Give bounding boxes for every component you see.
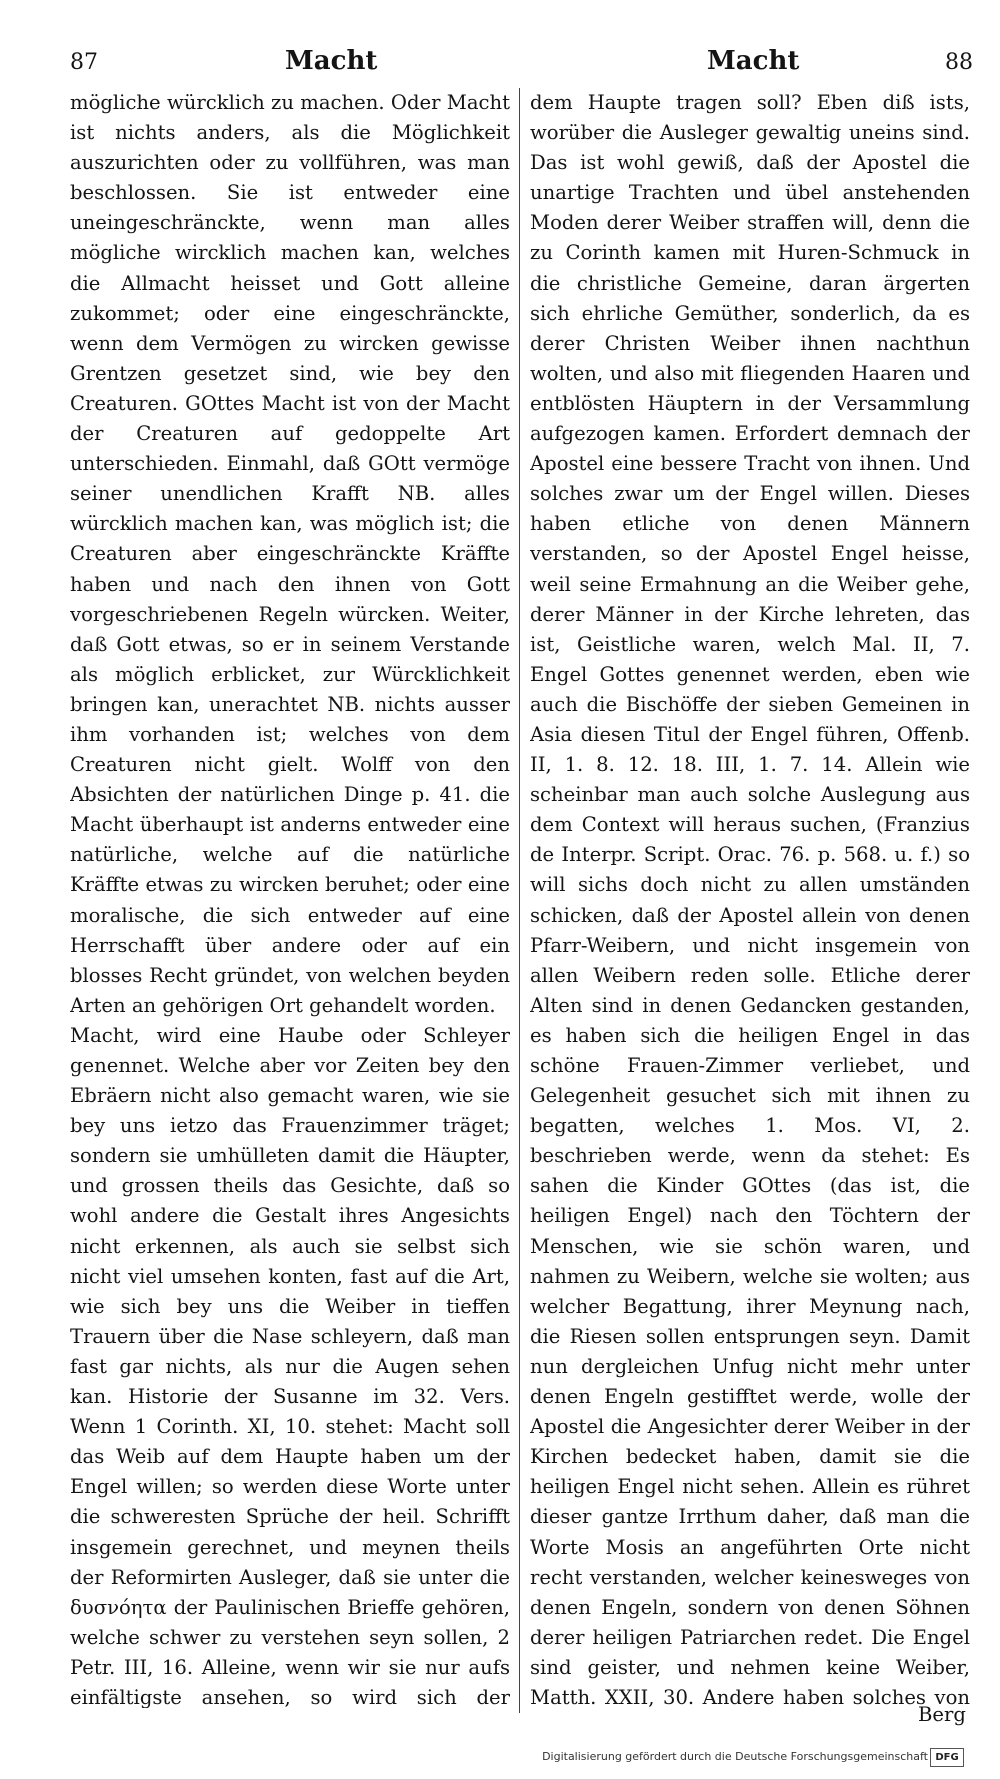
paragraph: dem Haupte tragen soll? Eben diß ists, worüber die Ausleger gewaltig uneins sind. Das ist wohl gewiß, daß der Apostel die unartige Trachten und übel anstehenden Moden derer Weiber straffen will, denn die zu Corinth kamen mit Huren-Schmuck in die christliche Gemeine, daran ärgerten sich ehrliche Gemüther, sonderlich, da es derer Christen Weiber ihnen nachthun wolten, und also mit fliegenden Haaren und entblösten Häuptern in der Versammlung aufgezogen kamen. Erfordert demnach der Apostel eine bessere Tracht von ihnen. Und solches zwar um der Engel willen. Dieses haben etliche von denen Männern verstanden, so der Apostel Engel heisse, weil seine Ermahnung an die Weiber gehe, derer Männer in der Kirche lehreten, das ist, Geistliche waren, welch Mal. II, 7. Engel Gottes genennet werden, eben wie auch die Bischöffe der sieben Gemeinen in Asia diesen Titul der Engel führen, Offenb. II, 1. 8. 12. 18. III, 1. 7. 14. Allein wie scheinbar man auch solche Auslegung aus dem Context will heraus suchen, (Franzius de Interpr. Script. Orac. 76. p. 568. u. f.) so will sichs doch nicht zu allen umständen schicken, daß der Apostel allein von denen Pfarr-Weibern, und nicht insgemein von allen Weibern reden solle. Etliche derer Alten sind in denen Gedancken gestanden, es haben sich die heiligen Engel in das schöne Frauen-Zimmer verliebet, und Gelegenheit gesuchet sich mit ihnen zu begatten, welches 1. Mos. VI, 2. beschrieben werde, wenn da stehet: Es sahen die Kinder GOttes (das ist, die heiligen Engel) nach den Töchtern der Menschen, wie sie schön waren, und nahmen zu Weibern, welche sie wolten; aus welcher Begattung, ihrer Meynung nach, die Riesen sollen entsprungen seyn. Damit nun dergleichen Unfug nicht mehr unter denen Engeln gestifftet werde, wolle der Apostel die Angesichter derer Weiber in der Kirchen bedecket haben, damit sie die heiligen Engel nicht sehen. Allein es rühret dieser gantze Irrthum daher, daß man die Worte Mosis an angeführten Orte nicht recht verstanden, welcher keinesweges von denen Engeln, sondern von denen Söhnen derer heiligen Patriarchen redet. Die Engel sind geister, und nehmen keine Weiber, Matth. XXII, 30. Andere haben solches von [530, 91, 970, 1708]
page-footer [0, 1748, 990, 1768]
dfg-logo-icon: DFG [930, 1748, 964, 1767]
catchword: Berg [918, 1703, 966, 1726]
running-head-left: Macht [285, 46, 378, 76]
paragraph: mögliche würcklich zu machen. Oder Macht ist nichts anders, als die Möglichkeit auszurichten oder zu vollführen, was man beschlossen. Sie ist entweder eine uneingeschränckte, wenn man alles mögliche wircklich machen kan, welches die Allmacht heisset und Gott alleine zukommet; oder eine eingeschränckte, wenn dem Vermögen zu wircken gewisse Grentzen gesetzet sind, wie bey den Creaturen. GOttes Macht ist von der Macht der Creaturen auf gedoppelte Art unterschieden. Einmahl, daß GOtt vermöge seiner unendlichen Krafft NB. alles würcklich machen kan, was möglich ist; die Creaturen aber eingeschränckte Kräffte haben und nach den ihnen von Gott vorgeschriebenen Regeln würcken. Weiter, daß Gott etwas, so er in seinem Verstande als möglich erblicket, zur Würcklichkeit bringen kan, unerachtet NB. nichts ausser ihm vorhanden ist; welches von dem Creaturen nicht gielt. Wolff von den Absichten der natürlichen Dinge p. 41. die Macht überhaupt ist anderns entweder eine natürliche, welche auf die natürliche Kräffte etwas zu wircken beruhet; oder eine moralische, die sich entweder auf eine Herrschafft über andere oder auf ein blosses Recht gründet, von welchen beyden Arten an gehörigen Ort gehandelt worden. [70, 91, 510, 1017]
text-column-left [70, 88, 510, 1708]
digitization-credit: Digitalisierung gefördert durch die Deutsche Forschungsgemeinschaft [542, 1750, 928, 1763]
column-divider [519, 88, 520, 1713]
paragraph: Macht, wird eine Haube oder Schleyer genennet. Welche aber vor Zeiten bey den Ebräern nicht also gemacht waren, wie sie bey uns ietzo das Frauenzimmer träget; sondern sie umhülleten damit die Häupter, und grossen theils das Gesichte, daß so wohl andere die Gestalt ihres Angesichts nicht erkennen, als auch sie selbst sich nicht viel umsehen konten, fast auf die Art, wie sich bey uns die Weiber in tieffen Trauern über die Nase schleyern, daß man fast gar nichts, als nur die Augen sehen kan. Historie der Susanne im 32. Vers. Wenn 1 Corinth. XI, 10. stehet: Macht soll das Weib auf dem Haupte haben um der Engel willen; so werden diese Worte unter die schweresten Sprüche der heil. Schrifft insgemein gerechnet, und meynen theils der Reformirten Ausleger, daß sie unter die δυσνόητα der Paulinischen Brieffe gehören, welche schwer zu verstehen seyn sollen, 2 Petr. III, 16. Alleine, wenn wir sie nur aufs einfältigste ansehen, so wird sich der [70, 1023, 510, 1708]
running-head-right: Macht [707, 46, 800, 76]
text-column-right [530, 88, 970, 1708]
page-header [0, 44, 1000, 84]
page-number-left: 87 [70, 50, 98, 75]
page-number-right: 88 [945, 50, 973, 75]
